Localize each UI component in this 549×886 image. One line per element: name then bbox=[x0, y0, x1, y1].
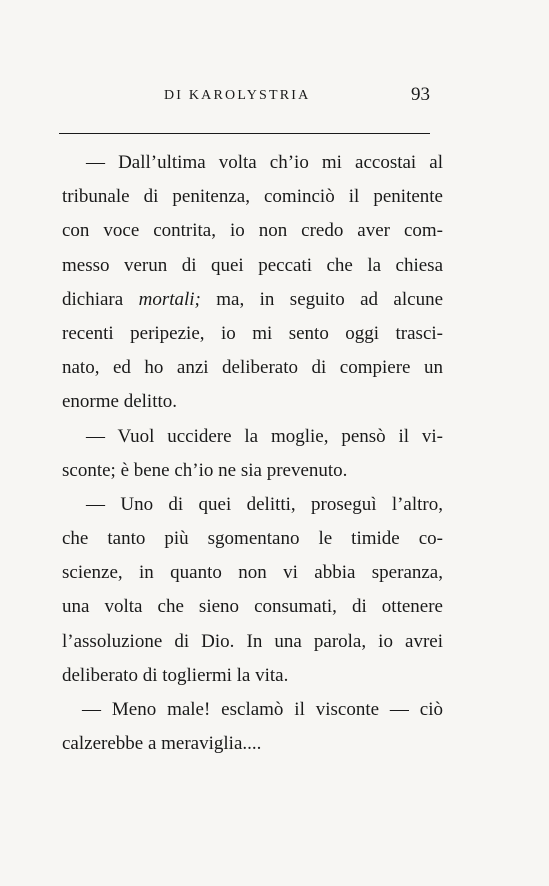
text-segment: dichiara bbox=[62, 288, 139, 310]
text-line: una volta che sieno consumati, di ottenere bbox=[62, 596, 443, 618]
text-line: nato, ed ho anzi deliberato di compiere un bbox=[62, 357, 443, 379]
text-line: — Dall’ultima volta ch’io mi accostai al bbox=[86, 152, 443, 173]
running-head bbox=[60, 84, 430, 110]
text-line: messo verun di quei peccati che la chiesa bbox=[62, 254, 443, 276]
text-line: scienze, in quanto non vi abbia speranza, bbox=[62, 562, 443, 584]
running-title: DI KAROLYSTRIA bbox=[164, 88, 311, 103]
text-line: — Vuol uccidere la moglie, pensò il vi- bbox=[86, 425, 443, 447]
text-line: recenti peripezie, io mi sento oggi trasci- bbox=[62, 322, 443, 344]
text-line: calzerebbe a meraviglia.... bbox=[62, 733, 262, 755]
text-segment: ma, in seguito ad alcune bbox=[200, 288, 444, 310]
text-line: — Uno di quei delitti, proseguì l’altro, bbox=[86, 493, 443, 515]
text-line: deliberato di togliermi la vita. bbox=[62, 664, 289, 686]
page-number: 93 bbox=[411, 84, 430, 105]
header-rule bbox=[59, 133, 430, 134]
italic-word: mortali; bbox=[138, 288, 201, 310]
text-line: con voce contrita, io non credo aver com- bbox=[62, 220, 443, 242]
text-line: tribunale di penitenza, cominciò il penitente bbox=[62, 186, 443, 208]
text-line: l’assoluzione di Dio. In una parola, io avrei bbox=[62, 630, 443, 652]
text-line: che tanto più sgomentano le timide co- bbox=[62, 528, 443, 550]
text-line: sconte; è bene ch’io ne sia prevenuto. bbox=[62, 459, 348, 481]
text-line: enorme delitto. bbox=[62, 391, 178, 413]
text-line bbox=[62, 283, 443, 317]
text-line: — Meno male! esclamò il visconte — ciò bbox=[82, 699, 443, 720]
body-text bbox=[62, 146, 443, 761]
